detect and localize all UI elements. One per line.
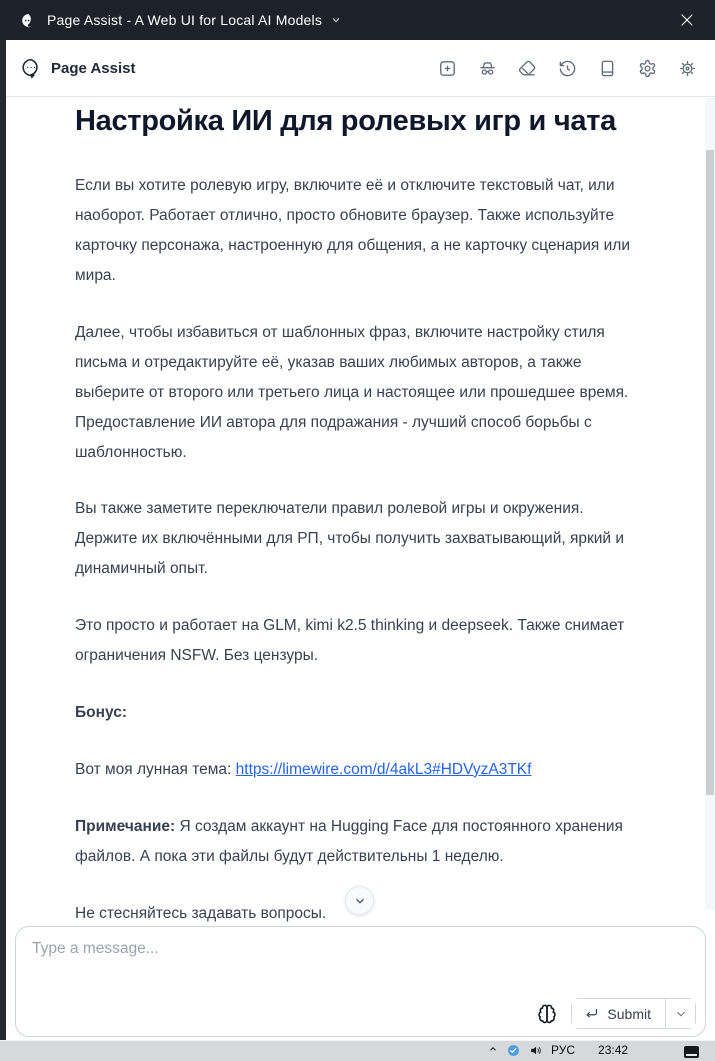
- clock[interactable]: 23:42: [598, 1043, 629, 1057]
- chevron-down-icon: [353, 894, 367, 908]
- app-title: Page Assist: [51, 59, 136, 77]
- paragraph: [75, 698, 649, 728]
- chat-bubble-icon: [20, 57, 42, 79]
- history-icon[interactable]: [558, 59, 577, 78]
- submit-split-button: [571, 998, 696, 1029]
- touch-keyboard-icon[interactable]: [684, 1046, 699, 1058]
- chevron-down-icon[interactable]: [330, 14, 342, 26]
- composer-tools: [536, 998, 696, 1029]
- text-run: Я создам аккаунт на Hugging Face для постоянного хранения файлов. А пока эти файлы будут действительны 1 неделю.: [75, 817, 623, 865]
- taskbar: [0, 1040, 715, 1061]
- titlebar-title: Page Assist - A Web UI for Local AI Models: [47, 12, 323, 28]
- speaker-icon[interactable]: [529, 1044, 542, 1057]
- limewire-link[interactable]: https://limewire.com/d/4akL3#HDVyzA3TKf: [235, 760, 532, 778]
- chat-message-area[interactable]: [6, 98, 715, 922]
- assistant-message: [6, 98, 715, 985]
- enter-key-icon: [584, 1006, 599, 1021]
- close-icon[interactable]: [673, 6, 701, 34]
- header-actions: [438, 59, 697, 78]
- text-run: Вы также заметите переключатели правил ролевой игры и окружения. Держите их включёнными для РП, чтобы получить захватывающий, яркий и динамичный опыт.: [75, 500, 625, 578]
- bold-text: Примечание:: [75, 817, 176, 835]
- system-tray: [488, 1044, 628, 1057]
- paragraph: [75, 494, 649, 584]
- app-header: [6, 40, 715, 97]
- bold-text: Бонус:: [75, 703, 127, 721]
- chevron-down-icon: [674, 1007, 688, 1021]
- article-heading: Настройка ИИ для ролевых игр и чата: [75, 105, 616, 137]
- text-run: Если вы хотите ролевую игру, включите её и отключите текстовый чат, или наоборот. Работает отлично, просто обновите браузер. Также используйте карточку персонажа, настроенную для общения, а не карточку сценария или мира.: [75, 177, 630, 284]
- chat-bubble-icon: [20, 12, 37, 29]
- scrollbar-thumb[interactable]: [706, 150, 714, 795]
- paragraph: [75, 812, 649, 872]
- paragraph: [75, 611, 649, 671]
- notebook-icon[interactable]: [598, 59, 617, 78]
- paragraph: [75, 318, 649, 468]
- eraser-icon[interactable]: [518, 59, 537, 78]
- message-input[interactable]: [16, 927, 705, 991]
- app-tray-icon[interactable]: [507, 1044, 520, 1057]
- submit-label: Submit: [607, 1005, 651, 1022]
- text-run: Вот моя лунная тема:: [75, 760, 236, 778]
- new-chat-icon[interactable]: [438, 59, 457, 78]
- page-assist-app: [6, 40, 715, 1040]
- text-run: Далее, чтобы избавиться от шаблонных фраз, включите настройку стиля письма и отредактируйте её, указав ваших любимых авторов, а также выберите от второго или третьего лица и настоящее или прошедшее время. Предоставление ИИ автора для подражания - лучший способ борьбы с шаблонностью.: [75, 323, 629, 461]
- settings-gear-icon[interactable]: [638, 59, 657, 78]
- paragraph: [75, 171, 649, 291]
- incognito-icon[interactable]: [478, 59, 497, 78]
- text-run: Не стесняйтесь задавать вопросы.: [75, 904, 327, 922]
- message-composer: [15, 926, 706, 1037]
- hidden-icons-arrow[interactable]: [488, 1044, 498, 1054]
- text-run: Это просто и работает на GLM, kimi k2.5 thinking и deepseek. Также снимает ограничения NSFW. Без цензуры.: [75, 617, 625, 665]
- titlebar: [0, 0, 715, 40]
- article-body: [75, 171, 649, 985]
- submit-button[interactable]: [572, 999, 665, 1028]
- scroll-to-bottom-button[interactable]: [345, 886, 374, 915]
- brain-icon[interactable]: [536, 1003, 558, 1025]
- submit-options-caret[interactable]: [665, 999, 695, 1028]
- input-language[interactable]: РУС: [551, 1043, 576, 1057]
- content-scrollbar[interactable]: [705, 98, 715, 910]
- cog-icon[interactable]: [678, 59, 697, 78]
- paragraph: [75, 755, 649, 785]
